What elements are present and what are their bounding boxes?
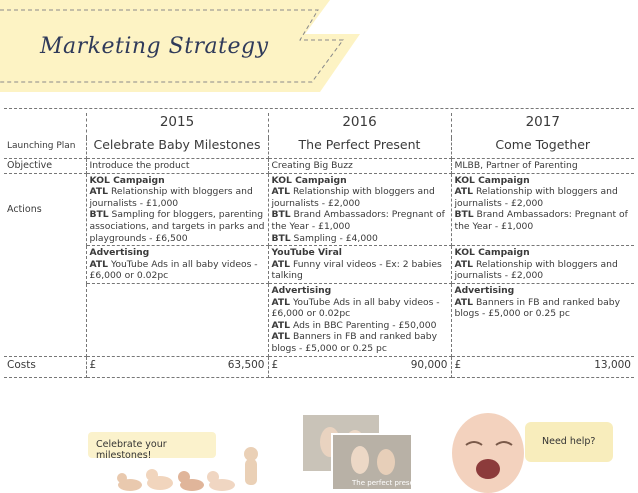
action-line: BTL Sampling - £4,000 <box>271 232 378 244</box>
kol-campaign-title: KOL Campaign <box>89 174 165 186</box>
action-line: ATL Relationship with bloggers and journalists - £2,000 <box>271 186 435 209</box>
action-line: BTL Brand Ambassadors: Pregnant of the Year - £1,000 <box>271 209 445 232</box>
advertising-title: Advertising <box>271 284 332 296</box>
marketing-strategy-table <box>4 113 634 378</box>
objective-2015: Introduce the product <box>86 159 268 174</box>
actions-2017-kol-2 <box>451 246 634 284</box>
action-line: BTL Brand Ambassadors: Pregnant of the Year - £1,000 <box>454 209 628 232</box>
actions-2017-advertising <box>451 283 634 356</box>
action-line: ATL Banners in FB and ranked baby blogs - £5,000 or 0.25 pc <box>454 296 621 320</box>
actions-2015-kol <box>86 173 268 246</box>
photo-caption: The perfect present <box>352 479 422 487</box>
year-row <box>4 113 634 138</box>
cost-2015: £ 63,500 <box>86 356 268 377</box>
actions-2016-advertising <box>268 283 451 356</box>
year-2017: 2017 <box>525 114 560 130</box>
youtube-viral-title: YouTube Viral <box>271 247 342 259</box>
actions-label: Actions <box>4 173 86 246</box>
costs-row <box>4 356 634 377</box>
cost-2017: £ 13,000 <box>451 356 634 377</box>
costs-label: Costs <box>4 356 86 377</box>
launch-title-2016: The Perfect Present <box>268 138 451 159</box>
action-line: BTL Sampling for bloggers, parenting associations, and targets in parks and playgrounds - £6,500 <box>89 209 265 244</box>
objective-2016: Creating Big Buzz <box>268 159 451 174</box>
advertising-title: Advertising <box>454 284 515 296</box>
objective-label: Objective <box>4 159 86 174</box>
kol-campaign-title: KOL Campaign <box>454 174 530 186</box>
action-line: ATL Banners in FB and ranked baby blogs - £5,000 or 0.25 pc <box>271 331 438 354</box>
action-line: ATL Funny viral videos - Ex: 2 babies talking <box>271 258 442 282</box>
launching-plan-row <box>4 138 634 159</box>
actions-2017-kol <box>451 173 634 246</box>
actions-2015-advertising <box>86 246 268 284</box>
actions-row-2 <box>4 246 634 284</box>
action-line: ATL Relationship with bloggers and journalists - £2,000 <box>454 186 618 209</box>
kol-campaign-title: KOL Campaign <box>271 174 347 186</box>
advertising-title: Advertising <box>89 247 150 259</box>
year-2016: 2016 <box>268 113 451 138</box>
need-help-bubble[interactable]: Need help? <box>525 422 613 462</box>
launch-title-2015: Celebrate Baby Milestones <box>86 138 268 159</box>
action-line: ATL YouTube Ads in all baby videos - £6,000 or 0.02pc <box>271 296 440 320</box>
action-line: ATL Ads in BBC Parenting - £50,000 <box>271 319 437 331</box>
kol-campaign-title: KOL Campaign <box>454 247 530 259</box>
celebrate-speech-bubble: Celebrate your milestones! <box>88 432 216 458</box>
table-top-divider <box>4 108 634 109</box>
actions-2016-viral <box>268 246 451 284</box>
objective-2017: MLBB, Partner of Parenting <box>451 159 634 174</box>
page-title: Marketing Strategy <box>40 34 269 59</box>
year-2015: 2015 <box>86 113 268 138</box>
crying-baby-image <box>440 405 530 493</box>
actions-2015-empty <box>86 283 268 356</box>
crawling-babies-image <box>110 445 270 493</box>
launching-plan-label: Launching Plan <box>4 138 86 159</box>
objective-row <box>4 159 634 174</box>
action-line: ATL YouTube Ads in all baby videos - £6,000 or 0.02pc <box>89 258 258 282</box>
actions-row-3 <box>4 283 634 356</box>
launch-title-2017: Come Together <box>451 138 634 159</box>
actions-2016-kol <box>268 173 451 246</box>
empty-corner <box>4 113 86 138</box>
action-line: ATL Relationship with bloggers and journalists - £2,000 <box>454 258 618 282</box>
action-line: ATL Relationship with bloggers and journalists - £1,000 <box>89 186 253 209</box>
actions-row-1 <box>4 173 634 246</box>
cost-2016: £ 90,000 <box>268 356 451 377</box>
